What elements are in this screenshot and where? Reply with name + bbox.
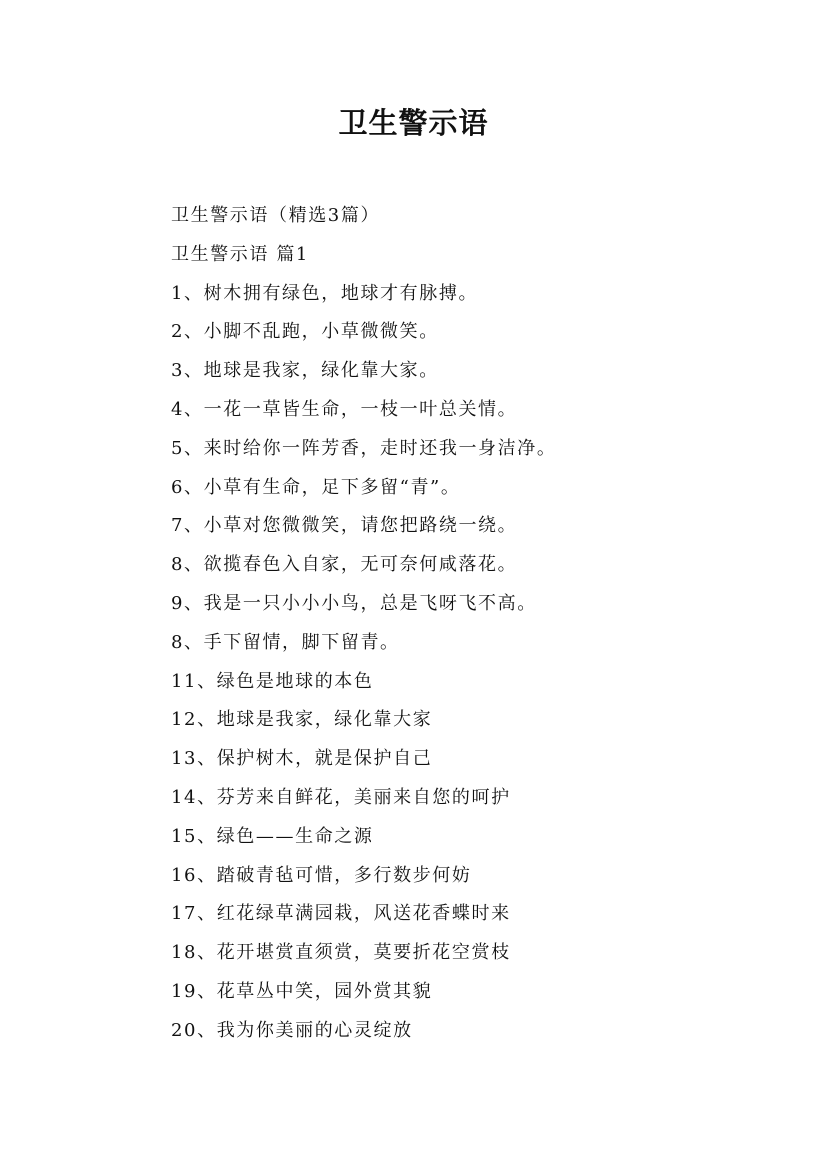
list-item: 8、手下留情，脚下留青。 (171, 631, 400, 653)
document-subtitle: 卫生警示语（精选3篇） (171, 205, 381, 226)
list-item: 20、我为你美丽的心灵绽放 (171, 1019, 413, 1041)
list-item: 11、绿色是地球的本色 (171, 670, 374, 692)
list-item: 8、欲揽春色入自家，无可奈何咸落花。 (171, 554, 518, 576)
section-heading: 卫生警示语 篇1 (171, 243, 309, 265)
list-item: 13、保护树木，就是保护自己 (171, 748, 433, 770)
list-item: 12、地球是我家，绿化靠大家 (171, 709, 433, 731)
list-item: 2、小脚不乱跑，小草微微笑。 (171, 321, 439, 343)
list-item: 5、来时给你一阵芳香，走时还我一身洁净。 (171, 437, 557, 459)
document-body (171, 197, 771, 1051)
list-item: 4、一花一草皆生命，一枝一叶总关情。 (171, 398, 518, 420)
list-item: 3、地球是我家，绿化靠大家。 (171, 360, 439, 382)
list-item: 19、花草丛中笑，园外赏其貌 (171, 980, 433, 1002)
document-title: 卫生警示语 (338, 106, 489, 140)
list-item: 17、红花绿草满园栽，风送花香蝶时来 (171, 903, 511, 925)
list-item: 16、踏破青毡可惜，多行数步何妨 (171, 864, 472, 886)
list-item: 14、芬芳来自鲜花，美丽来自您的呵护 (171, 786, 511, 808)
list-item: 9、我是一只小小小鸟，总是飞呀飞不高。 (171, 592, 537, 614)
list-item: 18、花开堪赏直须赏，莫要折花空赏枝 (171, 942, 511, 964)
list-item: 7、小草对您微微笑，请您把路绕一绕。 (171, 515, 518, 537)
list-item: 1、树木拥有绿色，地球才有脉搏。 (171, 282, 479, 304)
list-item: 15、绿色——生命之源 (171, 825, 374, 847)
list-item: 6、小草有生命，足下多留“青”。 (171, 476, 461, 498)
